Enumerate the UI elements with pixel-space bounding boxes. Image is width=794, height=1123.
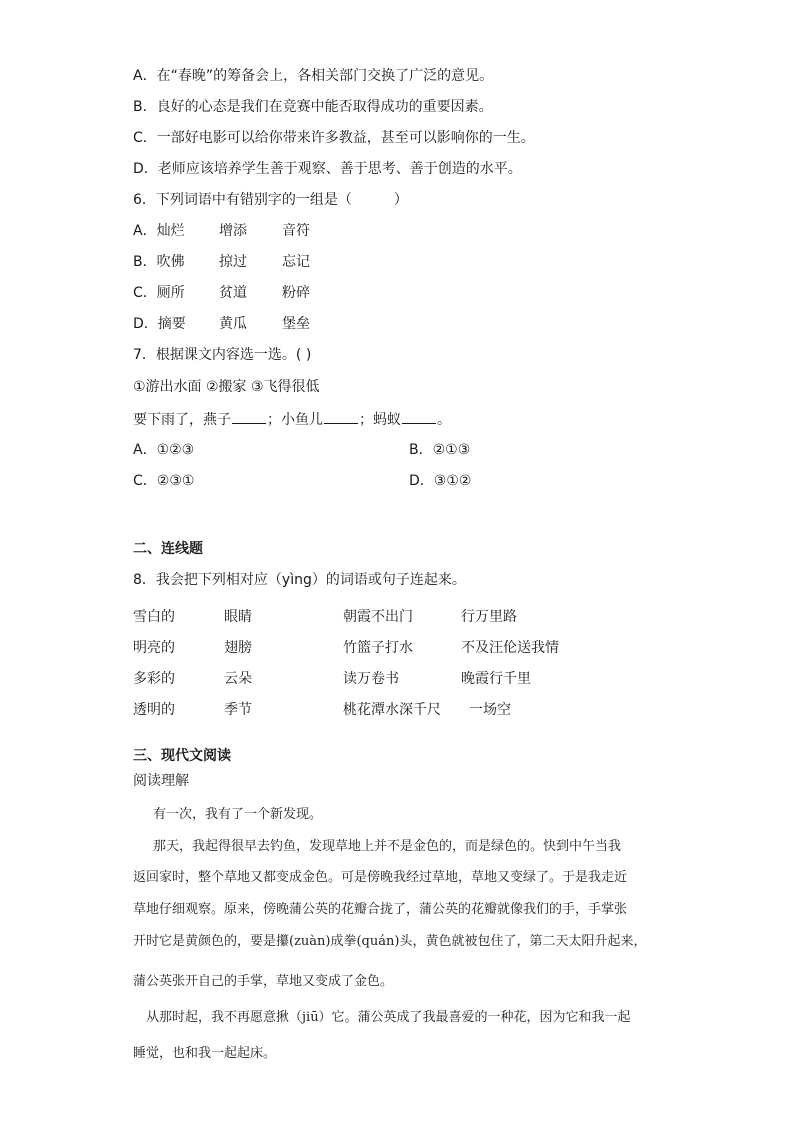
match-right-target-2[interactable]: 不及汪伦送我情 (461, 640, 559, 656)
passage-line-4: 草地仔细观察。原来，傍晚蒲公英的花瓣合拢了，蒲公英的花瓣就像我们的手，手掌张 (133, 902, 628, 917)
match-right-target-4[interactable]: 一场空 (469, 702, 511, 718)
q6-option-a-word1: A．灿烂 (133, 223, 185, 239)
match-left-word-4[interactable]: 透明的 (133, 702, 175, 718)
q6-option-d-word1: D．摘要 (133, 316, 186, 332)
q6-stem: 6．下列词语中有错别字的一组是（ ） (133, 192, 408, 208)
passage-line-6: 蒲公英张开自己的手掌，草地又变成了金色。 (133, 974, 394, 989)
q7-option-b: B．②①③ (409, 442, 471, 458)
section3-subheading: 阅读理解 (133, 773, 189, 789)
match-left-target-1[interactable]: 眼睛 (224, 609, 252, 625)
section2-heading: 二、连线题 (133, 541, 203, 557)
q7-choices: ①游出水面 ②搬家 ③飞得很低 (133, 379, 320, 395)
q7-blank-2[interactable] (324, 409, 358, 424)
q7-stem: 7．根据课文内容选一选。( ) (133, 347, 312, 363)
match-right-phrase-2[interactable]: 竹篮子打水 (343, 640, 413, 656)
match-left-word-2[interactable]: 明亮的 (133, 640, 175, 656)
q7-sentence-part-1: 要下雨了，燕子 (133, 412, 231, 428)
passage-line-1: 有一次，我有了一个新发现。 (153, 807, 323, 822)
match-left-target-4[interactable]: 季节 (224, 702, 252, 718)
match-left-target-2[interactable]: 翅膀 (224, 640, 252, 656)
q7-option-d: D．③①② (409, 473, 472, 489)
match-left-target-3[interactable]: 云朵 (224, 671, 252, 687)
q5-option-b: B．良好的心态是我们在竞赛中能否取得成功的重要因素。 (133, 99, 493, 115)
match-left-word-1[interactable]: 雪白的 (133, 609, 175, 625)
q5-option-c: C．一部好电影可以给你带来许多教益，甚至可以影响你的一生。 (133, 130, 535, 146)
q6-option-b-word3: 忘记 (282, 254, 310, 270)
q7-sentence-part-2: ；小鱼儿 (267, 412, 323, 428)
match-right-target-1[interactable]: 行万里路 (461, 609, 517, 625)
passage-line-8: 睡觉，也和我一起起床。 (133, 1046, 277, 1061)
q6-option-d-word3: 堡垒 (282, 316, 310, 332)
match-right-phrase-3[interactable]: 读万卷书 (343, 671, 399, 687)
q7-option-a: A．①②③ (133, 442, 195, 458)
q6-option-d-word2: 黄瓜 (219, 316, 247, 332)
q5-option-a: A．在“春晚”的筹备会上，各相关部门交换了广泛的意见。 (133, 68, 494, 84)
match-right-target-3[interactable]: 晚霞行千里 (461, 671, 531, 687)
section3-heading: 三、现代文阅读 (133, 748, 231, 764)
passage-line-2: 那天，我起得很早去钓鱼，发现草地上并不是金色的，而是绿色的。快到中午当我 (153, 839, 622, 854)
passage-line-5: 开时它是黄颜色的，要是攥(zuàn)成拳(quán)头，黄色就被包住了，第二天太阳升起来， (133, 934, 647, 949)
q7-blank-3[interactable] (402, 409, 436, 424)
q6-option-b-word2: 掠过 (219, 254, 247, 270)
q6-option-c-word2: 贫道 (219, 285, 247, 301)
q7-blank-1[interactable] (232, 409, 266, 424)
q7-sentence-part-3: ；蚂蚁 (359, 412, 401, 428)
q7-sentence-part-4: 。 (437, 412, 451, 428)
q6-option-c-word3: 粉碎 (282, 285, 310, 301)
q7-option-c: C．②③① (133, 473, 195, 489)
match-right-phrase-1[interactable]: 朝霞不出门 (343, 609, 413, 625)
q6-option-b-word1: B．吹佛 (133, 254, 185, 270)
passage-line-3: 返回家时，整个草地又都变成金色。可是傍晚我经过草地，草地又变绿了。于是我走近 (133, 870, 628, 885)
q6-option-a-word3: 音符 (282, 223, 310, 239)
match-right-phrase-4[interactable]: 桃花潭水深千尺 (343, 702, 441, 718)
q7-sentence (133, 409, 451, 430)
q6-option-c-word1: C．厕所 (133, 285, 185, 301)
passage-line-7: 从那时起，我不再愿意揪（jiū）它。蒲公英成了我最喜爱的一种花，因为它和我一起 (146, 1010, 631, 1025)
q8-stem: 8．我会把下列相对应（yìng）的词语或句子连起来。 (133, 572, 466, 588)
q6-option-a-word2: 增添 (219, 223, 247, 239)
match-left-word-3[interactable]: 多彩的 (133, 671, 175, 687)
q5-option-d: D．老师应该培养学生善于观察、善于思考、善于创造的水平。 (133, 161, 522, 177)
